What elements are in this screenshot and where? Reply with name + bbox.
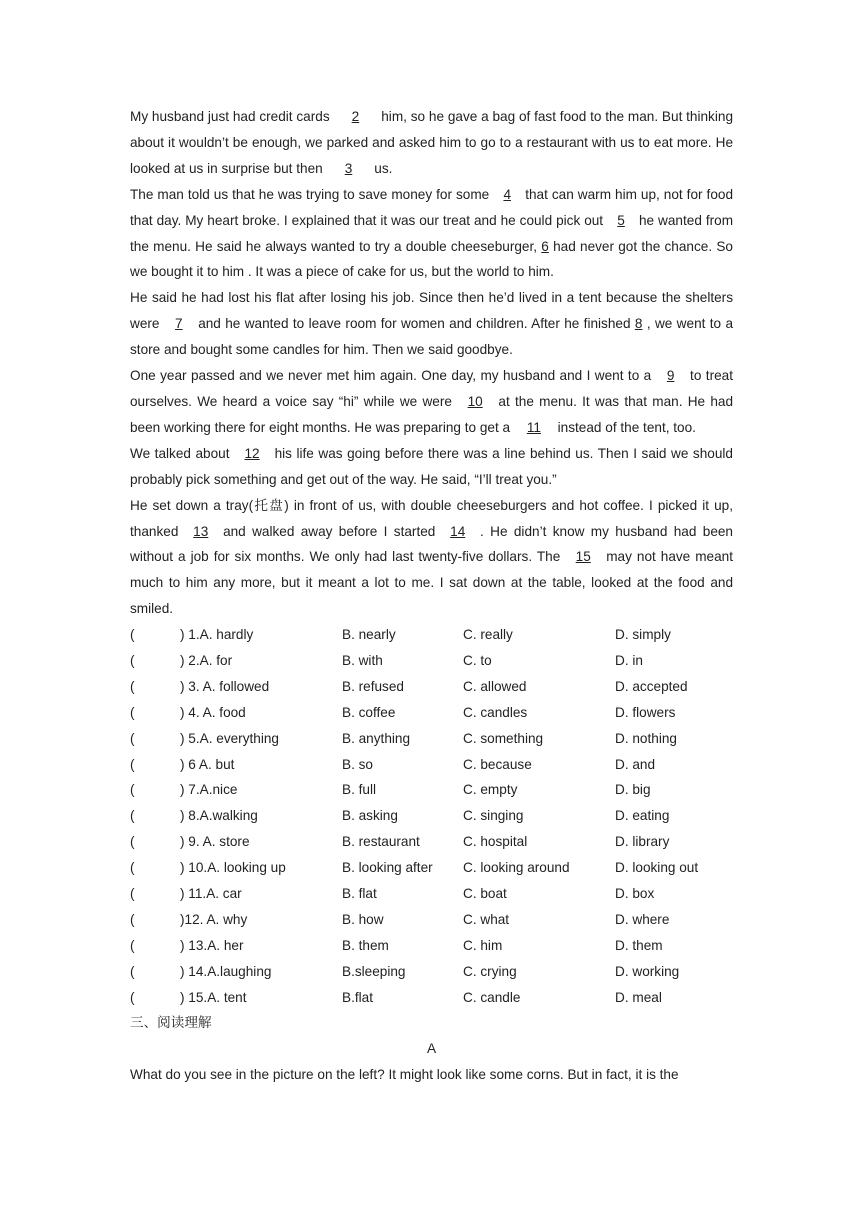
option-b: B. coffee bbox=[342, 704, 396, 720]
option-c: C. singing bbox=[463, 808, 524, 824]
option-d: D. them bbox=[615, 937, 663, 953]
answer-paren: ( bbox=[130, 756, 135, 772]
text: that can warm him up, not for food that day. My heart broke. I explained that it was our treat and he could pick out bbox=[130, 186, 733, 228]
option-c: C. candles bbox=[463, 704, 528, 720]
option-d: D. in bbox=[615, 653, 643, 669]
text: He set down a tray(托盘) in front of us, with double cheeseburgers and hot coffee. I picked it up, thanked bbox=[130, 497, 733, 539]
text: had never got the chance. So we bought it to him . It was a piece of cake for us, but the world to him. bbox=[130, 238, 733, 280]
option-a: ) 6 A. but bbox=[180, 756, 235, 772]
passage-paragraph-2 bbox=[130, 182, 733, 286]
answer-paren: ( bbox=[130, 860, 135, 876]
question-list bbox=[130, 622, 733, 1010]
answer-paren: ( bbox=[130, 730, 135, 746]
option-d: D. flowers bbox=[615, 704, 676, 720]
text: One year passed and we never met him again. One day, my husband and I went to a bbox=[130, 368, 652, 384]
question-row bbox=[130, 674, 733, 700]
question-row bbox=[130, 648, 733, 674]
text: at the menu. It was that man. He had been working there for eight months. He was preparing to get a bbox=[130, 393, 734, 435]
question-row bbox=[130, 752, 733, 778]
option-b: B. so bbox=[342, 756, 373, 772]
option-c: C. what bbox=[463, 911, 510, 927]
answer-paren: ( bbox=[130, 911, 135, 927]
text: . He didn’t know my husband had been without a job for six months. We only had last twenty-five dollars. The bbox=[130, 523, 733, 565]
text: We talked about bbox=[130, 445, 230, 461]
question-row bbox=[130, 803, 733, 829]
option-a: ) 7.A.nice bbox=[180, 782, 238, 798]
option-a: )12. A. why bbox=[180, 911, 248, 927]
option-a: ) 15.A. tent bbox=[180, 989, 247, 1005]
option-b: B. how bbox=[342, 911, 384, 927]
text: , we went to a store and bought some candles for him. Then we said goodbye. bbox=[130, 316, 734, 358]
option-b: B.flat bbox=[342, 989, 373, 1005]
option-b: B. with bbox=[342, 653, 383, 669]
option-a: ) 5.A. everything bbox=[180, 730, 279, 746]
passage-a-text: What do you see in the picture on the left? It might look like some corns. But in fact, it is the bbox=[130, 1067, 679, 1083]
option-a: ) 4. A. food bbox=[180, 704, 246, 720]
option-d: D. simply bbox=[615, 627, 671, 643]
option-b: B. refused bbox=[342, 678, 404, 694]
blank-2: 2 bbox=[351, 109, 360, 124]
answer-paren: ( bbox=[130, 653, 135, 669]
option-d: D. box bbox=[615, 886, 655, 902]
option-a: ) 1.A. hardly bbox=[180, 627, 254, 643]
option-c: C. to bbox=[463, 653, 492, 669]
question-row bbox=[130, 907, 733, 933]
option-a: ) 10.A. looking up bbox=[180, 860, 286, 876]
text: He said he had lost his flat after losing his job. Since then he’d lived in a tent because the shelters were bbox=[130, 290, 733, 332]
document-page bbox=[130, 104, 733, 1088]
option-b: B. asking bbox=[342, 808, 398, 824]
answer-paren: ( bbox=[130, 808, 135, 824]
option-b: B.sleeping bbox=[342, 963, 406, 979]
question-row bbox=[130, 829, 733, 855]
option-b: B. looking after bbox=[342, 860, 433, 876]
passage-paragraph-1 bbox=[130, 104, 733, 182]
text: to treat ourselves. We heard a voice say “hi” while we were bbox=[130, 368, 733, 409]
answer-paren: ( bbox=[130, 782, 135, 798]
option-a: ) 8.A.walking bbox=[180, 808, 258, 824]
question-row bbox=[130, 726, 733, 752]
passage-paragraph-3 bbox=[130, 285, 733, 363]
passage-paragraph-5 bbox=[130, 441, 733, 493]
blank-14: 14 bbox=[450, 523, 466, 539]
option-a: ) 2.A. for bbox=[180, 653, 233, 669]
option-c: C. candle bbox=[463, 989, 521, 1005]
option-a: ) 14.A.laughing bbox=[180, 963, 272, 979]
answer-paren: ( bbox=[130, 963, 135, 979]
question-row bbox=[130, 622, 733, 648]
option-d: D. meal bbox=[615, 989, 662, 1005]
text: he wanted from the menu. He said he always wanted to try a double cheeseburger, bbox=[130, 212, 734, 254]
option-c: C. something bbox=[463, 730, 544, 746]
blank-9: 9 bbox=[666, 368, 675, 384]
answer-paren: ( bbox=[130, 627, 135, 643]
answer-paren: ( bbox=[130, 937, 135, 953]
option-c: C. him bbox=[463, 937, 503, 953]
option-d: D. working bbox=[615, 963, 680, 979]
option-b: B. nearly bbox=[342, 627, 396, 643]
option-b: B. restaurant bbox=[342, 834, 420, 850]
option-c: C. empty bbox=[463, 782, 518, 798]
text: may not have meant much to him any more, but it meant a lot to me. I sat down at the table, looked at the food and smiled. bbox=[130, 549, 733, 617]
blank-15: 15 bbox=[575, 549, 591, 565]
question-row bbox=[130, 881, 733, 907]
passage-paragraph-4 bbox=[130, 363, 733, 441]
option-c: C. looking around bbox=[463, 860, 570, 876]
option-b: B. flat bbox=[342, 886, 377, 902]
question-row bbox=[130, 985, 733, 1011]
option-c: C. crying bbox=[463, 963, 517, 979]
blank-3: 3 bbox=[344, 160, 353, 176]
passage-a-label: A bbox=[426, 1041, 437, 1057]
text: and he wanted to leave room for women and children. After he finished bbox=[198, 316, 631, 332]
option-a: ) 13.A. her bbox=[180, 937, 244, 953]
answer-paren: ( bbox=[130, 678, 135, 694]
option-d: D. big bbox=[615, 782, 651, 798]
question-row bbox=[130, 933, 733, 959]
text: instead of the tent, too. bbox=[557, 419, 696, 435]
option-c: C. allowed bbox=[463, 678, 527, 694]
answer-paren: ( bbox=[130, 989, 135, 1005]
question-row bbox=[130, 959, 733, 985]
blank-8: 8 bbox=[634, 316, 643, 332]
text: his life was going before there was a line behind us. Then I said we should probably pick something and get out of the way. He said, “I’ll treat you.” bbox=[130, 445, 733, 487]
blank-7: 7 bbox=[175, 316, 183, 332]
answer-paren: ( bbox=[130, 886, 135, 902]
text: My husband just had credit cards bbox=[130, 109, 330, 124]
option-b: B. full bbox=[342, 782, 376, 798]
text: The man told us that he was trying to save money for some bbox=[130, 186, 490, 202]
passage-paragraph-6 bbox=[130, 493, 733, 623]
option-d: D. looking out bbox=[615, 860, 699, 876]
section-heading: 三、阅读理解 bbox=[130, 1015, 212, 1031]
option-a: ) 9. A. store bbox=[180, 834, 250, 850]
blank-12: 12 bbox=[244, 445, 260, 461]
blank-11: 11 bbox=[526, 419, 541, 435]
blank-6: 6 bbox=[541, 238, 549, 254]
text: us. bbox=[374, 160, 393, 176]
blank-5: 5 bbox=[617, 212, 625, 228]
option-c: C. really bbox=[463, 627, 513, 643]
blank-4: 4 bbox=[503, 186, 511, 202]
text: and walked away before I started bbox=[223, 523, 436, 539]
option-d: D. and bbox=[615, 756, 656, 772]
text: him, so he gave a bag of fast food to the man. But thinking about it wouldn’t be enough, we parked and asked him to go to a restaurant with us to eat more. He looked at us in surprise but then bbox=[130, 109, 733, 176]
option-c: C. hospital bbox=[463, 834, 528, 850]
option-d: D. library bbox=[615, 834, 670, 850]
question-row bbox=[130, 855, 733, 881]
option-d: D. accepted bbox=[615, 678, 688, 694]
question-row bbox=[130, 700, 733, 726]
option-d: D. where bbox=[615, 911, 670, 927]
answer-paren: ( bbox=[130, 704, 135, 720]
option-b: B. anything bbox=[342, 730, 411, 746]
option-a: ) 11.A. car bbox=[180, 886, 242, 902]
option-b: B. them bbox=[342, 937, 389, 953]
option-a: ) 3. A. followed bbox=[180, 678, 270, 694]
option-c: C. because bbox=[463, 756, 532, 772]
blank-13: 13 bbox=[193, 523, 209, 539]
option-d: D. nothing bbox=[615, 730, 677, 746]
option-c: C. boat bbox=[463, 886, 507, 902]
option-d: D. eating bbox=[615, 808, 670, 824]
answer-paren: ( bbox=[130, 834, 135, 850]
blank-10: 10 bbox=[467, 393, 483, 409]
question-row bbox=[130, 777, 733, 803]
